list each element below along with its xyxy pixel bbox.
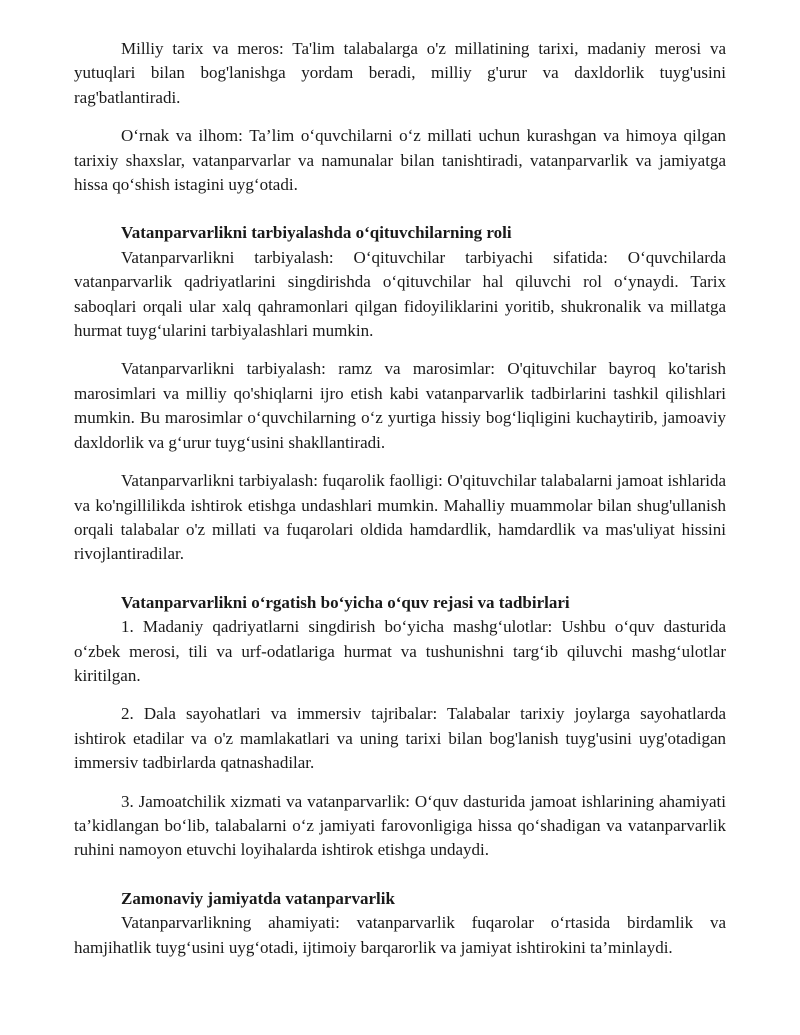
document-page <box>74 37 726 960</box>
section-spacer <box>74 567 726 591</box>
paragraph-field-trips: 2. Dala sayohatlari va immersiv tajribalar: Talabalar tarixiy joylarga sayohatlarda ishtirok etadilar va o'z mamlakatlari va uning tarixi bilan bog'lanish tuyg'usini uyg'otadigan immersiv tadbirlarda qatnashadilar. <box>74 704 726 773</box>
paragraph-cultural-values: 1. Madaniy qadriyatlarni singdirish bo‘yicha mashg‘ulotlar: Ushbu o‘quv dasturida o‘zbek merosi, tili va urf-odatlariga hurmat va tushunishni targ‘ib qiluvchi mashg‘ulotlar kiritilgan. <box>74 617 726 685</box>
paragraph-symbols-ceremonies: Vatanparvarlikni tarbiyalash: ramz va marosimlar: O'qituvchilar bayroq ko'tarish marosimlari va milliy qo'shiqlarni ijro etish kabi vatanparvarlik tadbirlarini tashkil qilishlari mumkin. Bu marosimlar o‘quvchilarning o‘z yurtiga hissiy bog‘liqligini kuchaytirib, jamoaviy daxldorlik va g‘urur tuyg‘usini shakllantiradi. <box>74 359 726 452</box>
paragraph-example-inspiration: O‘rnak va ilhom: Ta’lim o‘quvchilarni o‘z millati uchun kurashgan va himoya qilgan tarixiy shaxslar, vatanparvarlar va namunalar bilan tanishtiradi, vatanparvarlik va jamiyatga hissa qo‘shish istagini uyg‘otadi. <box>74 126 726 195</box>
heading-modern-society: Zamonaviy jamiyatda vatanparvarlik <box>121 888 395 908</box>
paragraph-civic-engagement: Vatanparvarlikni tarbiyalash: fuqarolik faolligi: O'qituvchilar talabalarni jamoat ishlarida va ko'ngillilikda ishtirok etishga undashlari mumkin. Mahalliy muammolar bilan shug'ullanish orqali talabalar o'z millati va fuqarolari oldida hamdardlik, hamdardlik va mas'uliyat hissini rivojlantiradilar. <box>74 471 726 564</box>
paragraph-importance-patriotism: Vatanparvarlikning ahamiyati: vatanparvarlik fuqarolar o‘rtasida birdamlik va hamjihatlik tuyg‘usini uyg‘otadi, ijtimoiy barqarorlik va jamiyat ishtirokini ta’minlaydi. <box>74 913 726 957</box>
section-spacer <box>74 197 726 221</box>
paragraph-spacer <box>74 110 726 124</box>
paragraph-community-service: 3. Jamoatchilik xizmati va vatanparvarlik: O‘quv dasturida jamoat ishlarining ahamiyati ta’kidlangan bo‘lib, talabalarni o‘z jamiyati farovonligiga hissa qo‘shadigan va vatanparvarlik ruhini namoyon etuvchi loyihalarda ishtirok etishga undaydi. <box>74 791 726 860</box>
paragraph-spacer <box>74 343 726 357</box>
paragraph-spacer <box>74 688 726 702</box>
section-spacer <box>74 863 726 887</box>
paragraph-spacer <box>74 776 726 790</box>
heading-curriculum: Vatanparvarlikni o‘rgatish bo‘yicha o‘quv rejasi va tadbirlari <box>121 592 570 612</box>
paragraph-teachers-educators: Vatanparvarlikni tarbiyalash: O‘qituvchilar tarbiyachi sifatida: O‘quvchilarda vatanparvarlik qadriyatlarini singdirishda o‘qituvchilar hal qiluvchi rol o‘ynaydi. Tarix saboqlari orqali ular xalq qahramonlari qilgan fidoyiliklarini yoritib, shukronalik va millatga hurmat tuyg‘ularini tarbiyalashlari mumkin. <box>74 247 726 341</box>
paragraph-national-history: Milliy tarix va meros: Ta'lim talabalarga o'z millatining tarixi, madaniy merosi va yutuqlari bilan bog'lanishga yordam beradi, milliy g'urur va daxldorlik tuyg'usini rag'batlantiradi. <box>74 39 726 107</box>
heading-teachers-role: Vatanparvarlikni tarbiyalashda o‘qituvchilarning roli <box>121 223 512 243</box>
paragraph-spacer <box>74 455 726 469</box>
